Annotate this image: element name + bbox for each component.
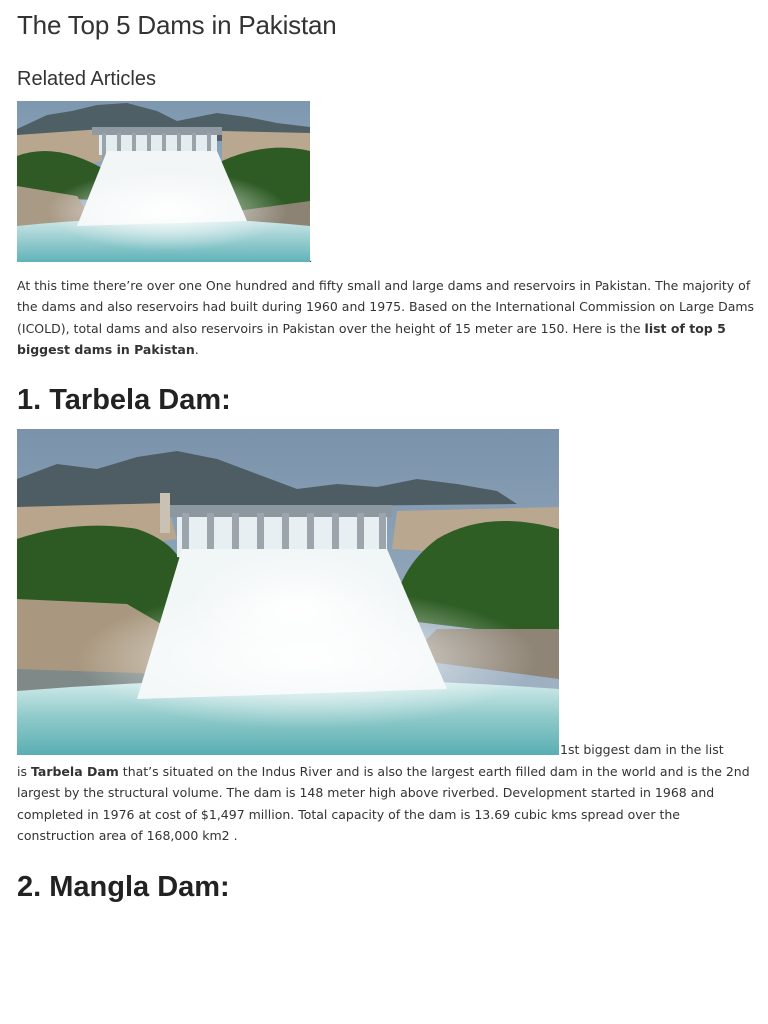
intro-paragraph [17, 275, 757, 360]
intro-bold-text: list of top 5 biggest dams in Pakistan [17, 320, 726, 357]
image-trailing-dot: . [309, 254, 313, 265]
page-title: The Top 5 Dams in Pakistan [17, 10, 337, 40]
tarbela-lead-text: 1st biggest dam in the list [560, 742, 724, 757]
tarbela-text-start: is [17, 764, 31, 779]
dam-photo-small [17, 101, 310, 262]
section-heading-tarbela: 1. Tarbela Dam: [17, 384, 231, 416]
related-article-image[interactable] [17, 101, 310, 262]
section-heading-mangla: 2. Mangla Dam: [17, 871, 230, 903]
tarbela-paragraph [17, 761, 757, 846]
intro-text: At this time there’re over one One hundred and fifty small and large dams and reservoirs in Pakistan. The majority of the dams and also reservoirs had built during 1960 and 1975. Based on the International Commission on Large Dams (ICOLD), total dams and also reservoirs in Pakistan over the height of 15 meter are 150. Here is the [17, 278, 755, 336]
tarbela-dam-image[interactable] [17, 429, 559, 755]
tarbela-bold-name: Tarbela Dam [30, 764, 119, 779]
dam-photo-large [17, 429, 559, 755]
related-articles-heading: Related Articles [17, 68, 156, 90]
intro-text-end: . [194, 341, 199, 357]
tarbela-text: that’s situated on the Indus River and is also the largest earth filled dam in the world and is the 2nd largest by the structural volume. The dam is 148 meter high above riverbed. Development started in 1968 and completed in 1976 at cost of $1,497 million. Total capacity of the dam is 13.69 cubic kms spread over the construction area of 168,000 km2 . [17, 764, 750, 843]
